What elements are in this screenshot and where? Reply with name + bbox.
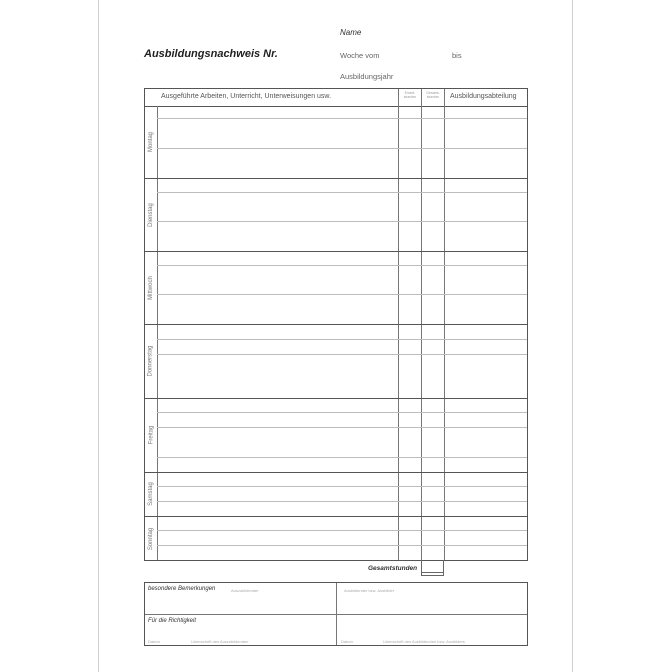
day-name: Mittwoch xyxy=(148,275,155,300)
total-hours-box[interactable] xyxy=(421,560,444,576)
day-divider xyxy=(145,516,527,517)
header-department: Ausbildungsabteilung xyxy=(450,93,517,100)
row-line xyxy=(157,221,527,222)
day-divider xyxy=(145,398,527,399)
remarks-trainer-caption: Ausbildender bzw. Ausbilder xyxy=(344,588,395,593)
page-edge-left xyxy=(98,0,99,672)
total-hours-label: Gesamtstunden xyxy=(368,565,418,572)
remarks-trainee-caption: Auszubildender xyxy=(231,588,259,593)
header-total xyxy=(422,91,444,99)
day-label-friday xyxy=(145,398,157,472)
table-header-divider xyxy=(145,106,527,107)
header-hours-bottom: stunden xyxy=(403,95,417,99)
correctness-label: Für die Richtigkeit xyxy=(148,618,197,624)
day-divider xyxy=(145,251,527,252)
day-divider xyxy=(145,472,527,473)
day-label-wednesday xyxy=(145,251,157,324)
day-name: Montag xyxy=(148,131,155,153)
trainee-signature-caption: Unterschrift des Auszubildenden xyxy=(191,639,249,644)
row-line xyxy=(157,501,527,502)
day-divider xyxy=(145,178,527,179)
to-label: bis xyxy=(452,51,462,60)
day-name: Freitag xyxy=(148,425,154,445)
date-right-caption: Datum xyxy=(341,639,353,644)
form-title: Ausbildungsnachweis Nr. xyxy=(144,48,278,60)
row-line xyxy=(157,265,527,266)
year-label: Ausbildungsjahr xyxy=(340,72,394,81)
column-divider-day xyxy=(157,106,158,560)
day-name: Dienstag xyxy=(148,202,154,227)
signature-section xyxy=(144,582,528,646)
page-edge-right xyxy=(572,0,573,672)
row-line xyxy=(157,192,527,193)
day-label-saturday xyxy=(145,472,157,516)
signature-row-divider xyxy=(145,614,527,615)
day-name: Sonntag xyxy=(148,527,155,550)
row-line xyxy=(157,354,527,355)
row-line xyxy=(157,457,527,458)
row-line xyxy=(157,339,527,340)
day-divider xyxy=(145,324,527,325)
row-line xyxy=(157,412,527,413)
name-label: Name xyxy=(340,28,362,37)
row-line xyxy=(157,545,527,546)
header-hours-top: Einzel- xyxy=(404,91,416,95)
day-label-sunday xyxy=(145,516,157,561)
day-name: Donnerstag xyxy=(148,345,154,377)
day-name: Samstag xyxy=(148,482,154,506)
week-label: Woche vom xyxy=(340,51,380,60)
row-line xyxy=(157,118,527,119)
date-left-caption: Datum xyxy=(148,639,160,644)
row-line xyxy=(157,427,527,428)
row-line xyxy=(157,294,527,295)
header-total-bottom: stunden xyxy=(426,95,440,99)
day-label-tuesday xyxy=(145,178,157,251)
trainer-signature-caption: Unterschrift des Ausbildenden bzw. Ausbilders xyxy=(383,639,465,644)
row-line xyxy=(157,486,527,487)
day-label-monday xyxy=(145,106,157,178)
row-line xyxy=(157,148,527,149)
weekly-report-table xyxy=(144,88,528,561)
row-line xyxy=(157,530,527,531)
remarks-label: besondere Bemerkungen xyxy=(148,586,216,592)
day-label-thursday xyxy=(145,324,157,398)
header-total-top: Gesamt- xyxy=(426,91,440,95)
header-hours xyxy=(399,91,421,99)
header-activities: Ausgeführte Arbeiten, Unterricht, Unterweisungen usw. xyxy=(161,93,332,100)
